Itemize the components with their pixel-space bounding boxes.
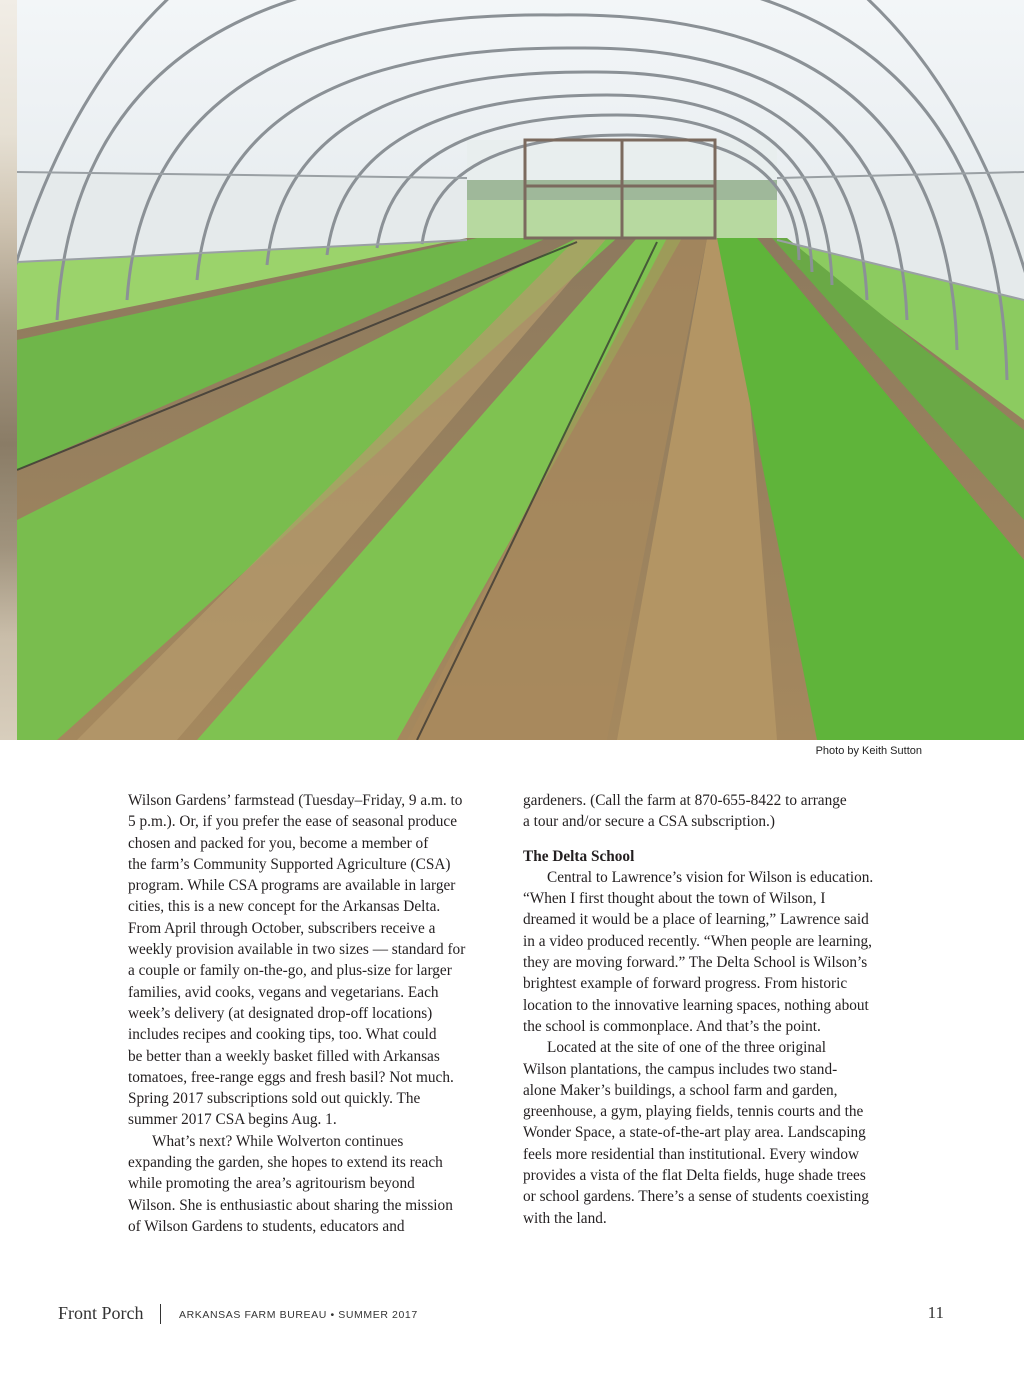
article-paragraph [523, 790, 895, 833]
text-line: families, avid cooks, vegans and vegetarians. Each [128, 983, 439, 1001]
text-line: or school gardens. There’s a sense of students coexisting [523, 1188, 869, 1206]
text-line: greenhouse, a gym, playing fields, tennis courts and the [523, 1103, 864, 1121]
text-line: be better than a weekly basket filled with Arkansas [128, 1047, 440, 1065]
text-line: while promoting the area’s agritourism beyond [128, 1175, 415, 1193]
text-line: gardeners. (Call the farm at 870-655-8422 to arrange [523, 792, 847, 809]
text-line: tomatoes, free-range eggs and fresh basil? Not much. [128, 1068, 454, 1086]
text-line: Central to Lawrence’s vision for Wilson is education. [547, 868, 874, 886]
publication-line: ARKANSAS FARM BUREAU • SUMMER 2017 [179, 1309, 418, 1321]
text-line: in a video produced recently. “When people are learning, [523, 932, 872, 950]
text-line: program. While CSA programs are available in larger [128, 877, 456, 895]
text-line: a tour and/or secure a CSA subscription.) [523, 813, 775, 831]
text-line: they are moving forward.” The Delta School is Wilson’s [523, 954, 868, 972]
text-line: the farm’s Community Supported Agriculture (CSA) [128, 855, 451, 873]
text-line: week’s delivery (at designated drop-off locations) [128, 1004, 433, 1022]
page-footer [58, 1303, 944, 1327]
text-line: summer 2017 CSA begins Aug. 1. [128, 1111, 337, 1129]
text-line: What’s next? While Wolverton continues [152, 1132, 404, 1150]
text-line: From April through October, subscribers receive a [128, 919, 436, 937]
text-line: “When I first thought about the town of Wilson, I [523, 890, 826, 908]
text-line: chosen and packed for you, become a member of [128, 834, 429, 852]
article-paragraph [523, 1037, 895, 1229]
section-subhead: The Delta School [523, 847, 635, 865]
text-line: feels more residential than institutional. Every window [523, 1145, 860, 1163]
magazine-name: Front Porch [58, 1303, 144, 1323]
text-line: the school is commonplace. And that’s the point. [523, 1017, 821, 1035]
text-line: a couple or family on-the-go, and plus-size for larger [128, 962, 452, 980]
text-line: Wilson plantations, the campus includes two stand- [523, 1060, 838, 1078]
text-line: of Wilson Gardens to students, educators and [128, 1217, 405, 1235]
article-paragraph [128, 1131, 500, 1237]
text-line: Wilson. She is enthusiastic about sharing the mission [128, 1196, 453, 1214]
text-line: dreamed it would be a place of learning,” Lawrence said [523, 911, 869, 929]
adjacent-page-photo-edge [0, 0, 17, 740]
text-line: expanding the garden, she hopes to extend its reach [128, 1154, 443, 1172]
text-line: Located at the site of one of the three original [547, 1039, 827, 1057]
photo-credit: Photo by Keith Sutton [815, 745, 922, 757]
text-line: Spring 2017 subscriptions sold out quickly. The [128, 1090, 421, 1108]
article-paragraph [128, 790, 500, 1131]
text-line: Wonder Space, a state-of-the-art play area. Landscaping [523, 1124, 866, 1142]
article-column-right [523, 790, 895, 1229]
text-line: cities, this is a new concept for the Arkansas Delta. [128, 898, 441, 916]
article-paragraph [523, 867, 895, 1037]
page-number: 11 [927, 1303, 944, 1322]
text-line: weekly provision available in two sizes — standard for [128, 941, 466, 959]
text-line: includes recipes and cooking tips, too. What could [128, 1026, 437, 1044]
text-line: location to the innovative learning spaces, nothing about [523, 996, 869, 1014]
text-line: alone Maker’s buildings, a school farm and garden, [523, 1081, 838, 1099]
footer-divider [160, 1304, 161, 1324]
text-line: provides a vista of the flat Delta fields, huge shade trees [523, 1167, 866, 1185]
text-line: brightest example of forward progress. From historic [523, 975, 848, 993]
text-line: Wilson Gardens’ farmstead (Tuesday–Friday, 9 a.m. to [128, 792, 463, 809]
text-line: with the land. [523, 1209, 607, 1227]
text-line: 5 p.m.). Or, if you prefer the ease of seasonal produce [128, 813, 457, 831]
article-column-left [128, 790, 500, 1237]
greenhouse-photo [17, 0, 1024, 740]
